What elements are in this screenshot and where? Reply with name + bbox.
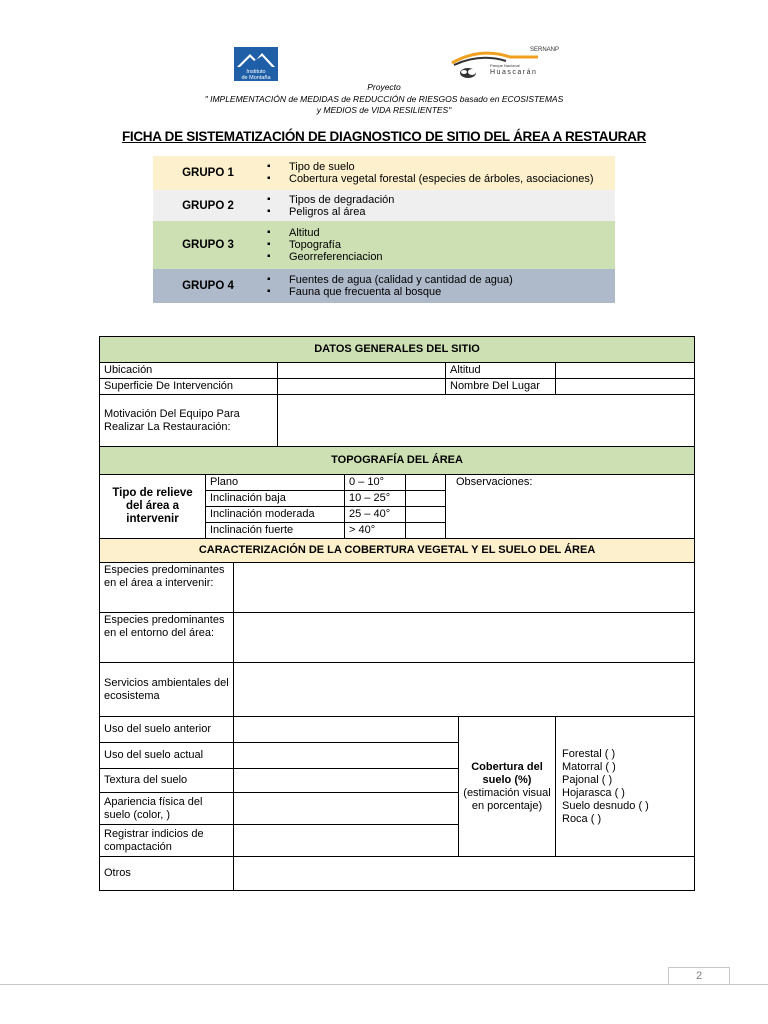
relieve-name: Inclinación baja [206,491,345,507]
group-item: ▪ Fuentes de agua (calidad y cantidad de agua) [263,274,615,286]
ubicacion-field[interactable] [278,363,446,379]
group-items [263,190,615,221]
superficie-field[interactable] [278,379,446,395]
relieve-name: Inclinación fuerte [206,523,345,539]
especies-entorno-field[interactable] [234,613,695,663]
group-item: ▪ Cobertura vegetal forestal (especies de árboles, asociaciones) [263,173,615,185]
observaciones-label: Observaciones: [456,476,533,488]
page-title: FICHA DE SISTEMATIZACIÓN DE DIAGNOSTICO DE SITIO DEL ÁREA A RESTAURAR [121,129,647,144]
group-item: ▪ Tipo de suelo [263,161,615,173]
textura-label: Textura del suelo [100,769,234,793]
group-row [153,156,615,190]
huascaran-label: Huascarán [490,69,538,76]
superficie-label: Superficie De Intervención [100,379,278,395]
nombre-lugar-field[interactable] [556,379,695,395]
group-items [263,269,615,303]
group-item: ▪ Peligros al área [263,206,615,218]
project-title-line2: y MEDIOS de VIDA RESILIENTES" [316,105,452,115]
relieve-range: 25 – 40° [345,507,406,523]
textura-field[interactable] [234,769,459,793]
svg-text:de Montaña: de Montaña [241,75,271,81]
relieve-checkbox[interactable] [406,523,446,539]
uso-actual-label: Uso del suelo actual [100,743,234,769]
cobertura-option[interactable]: Matorral ( ) [562,760,616,773]
sernanp-label: SERNANP [530,47,560,53]
group-row [153,221,615,269]
uso-anterior-label: Uso del suelo anterior [100,717,234,743]
tipo-relieve-label: Tipo de relieve del área a intervenir [100,475,206,539]
group-label: GRUPO 2 [182,199,234,212]
cobertura-suelo-note: (estimación visual en porcentaje) [463,786,551,812]
groups-table [153,156,615,303]
ubicacion-label: Ubicación [100,363,278,379]
altitud-label: Altitud [446,363,556,379]
group-items [263,221,615,269]
apariencia-field[interactable] [234,793,459,825]
altitud-field[interactable] [556,363,695,379]
group-item: ▪ Tipos de degradación [263,194,615,206]
cobertura-option[interactable]: Hojarasca ( ) [562,786,625,799]
instituto-montana-logo [234,47,278,81]
group-item: ▪ Topografía [263,239,615,251]
compactacion-label: Registrar indicios de compactación [100,825,234,857]
group-label: GRUPO 1 [182,167,234,179]
parque-nacional-label: Parque Nacional [490,63,520,68]
group-item: ▪ Altitud [263,227,615,239]
group-item: ▪ Georreferenciacion [263,251,615,263]
servicios-field[interactable] [234,663,695,717]
relieve-name: Plano [206,475,345,491]
project-label: Proyecto [367,82,401,92]
project-title-line1: " IMPLEMENTACIÓN de MEDIDAS de REDUCCIÓN de RIESGOS basado en ECOSISTEMAS [204,94,564,104]
group-label: GRUPO 3 [182,239,234,251]
svg-text:Instituto: Instituto [246,69,266,75]
cobertura-option[interactable]: Suelo desnudo ( ) [562,799,649,812]
group-row [153,269,615,303]
topografia-header: TOPOGRAFÍA DEL ÁREA [100,447,695,475]
relieve-checkbox[interactable] [406,475,446,491]
otros-label: Otros [100,857,234,891]
nombre-lugar-label: Nombre Del Lugar [446,379,556,395]
observaciones-field[interactable] [446,475,695,539]
cobertura-suelo-title: Cobertura del suelo (%) [471,760,543,786]
apariencia-label: Apariencia física del suelo (color, ) [100,793,234,825]
relieve-range: 10 – 25° [345,491,406,507]
relieve-checkbox[interactable] [406,507,446,523]
uso-anterior-field[interactable] [234,717,459,743]
servicios-label: Servicios ambientales del ecosistema [100,663,234,717]
page-number: 2 [668,967,730,985]
cobertura-header: CARACTERIZACIÓN DE LA COBERTURA VEGETAL Y EL SUELO DEL ÁREA [100,539,695,563]
cobertura-option[interactable]: Pajonal ( ) [562,773,613,786]
relieve-name: Inclinación moderada [206,507,345,523]
relieve-range: > 40° [345,523,406,539]
sernanp-huascaran-logo [450,47,560,87]
relieve-checkbox[interactable] [406,491,446,507]
motivacion-field[interactable] [278,395,695,447]
especies-entorno-label: Especies predominantes en el entorno del área: [100,613,234,663]
especies-intervenir-field[interactable] [234,563,695,613]
footer-divider [0,984,768,985]
relieve-range: 0 – 10° [345,475,406,491]
cobertura-option[interactable]: Roca ( ) [562,812,602,825]
group-label: GRUPO 4 [182,280,234,292]
group-items [263,156,615,190]
group-row [153,190,615,221]
compactacion-field[interactable] [234,825,459,857]
uso-actual-field[interactable] [234,743,459,769]
motivacion-label: Motivación Del Equipo Para Realizar La Restauración: [100,395,278,447]
cobertura-options [556,717,695,857]
site-diagnosis-form [99,336,695,891]
cobertura-suelo-label [459,717,556,857]
datos-generales-header: DATOS GENERALES DEL SITIO [100,337,695,363]
otros-field[interactable] [234,857,695,891]
cobertura-option[interactable]: Forestal ( ) [562,747,616,760]
especies-intervenir-label: Especies predominantes en el área a intervenir: [100,563,234,613]
group-item: ▪ Fauna que frecuenta al bosque [263,286,615,298]
